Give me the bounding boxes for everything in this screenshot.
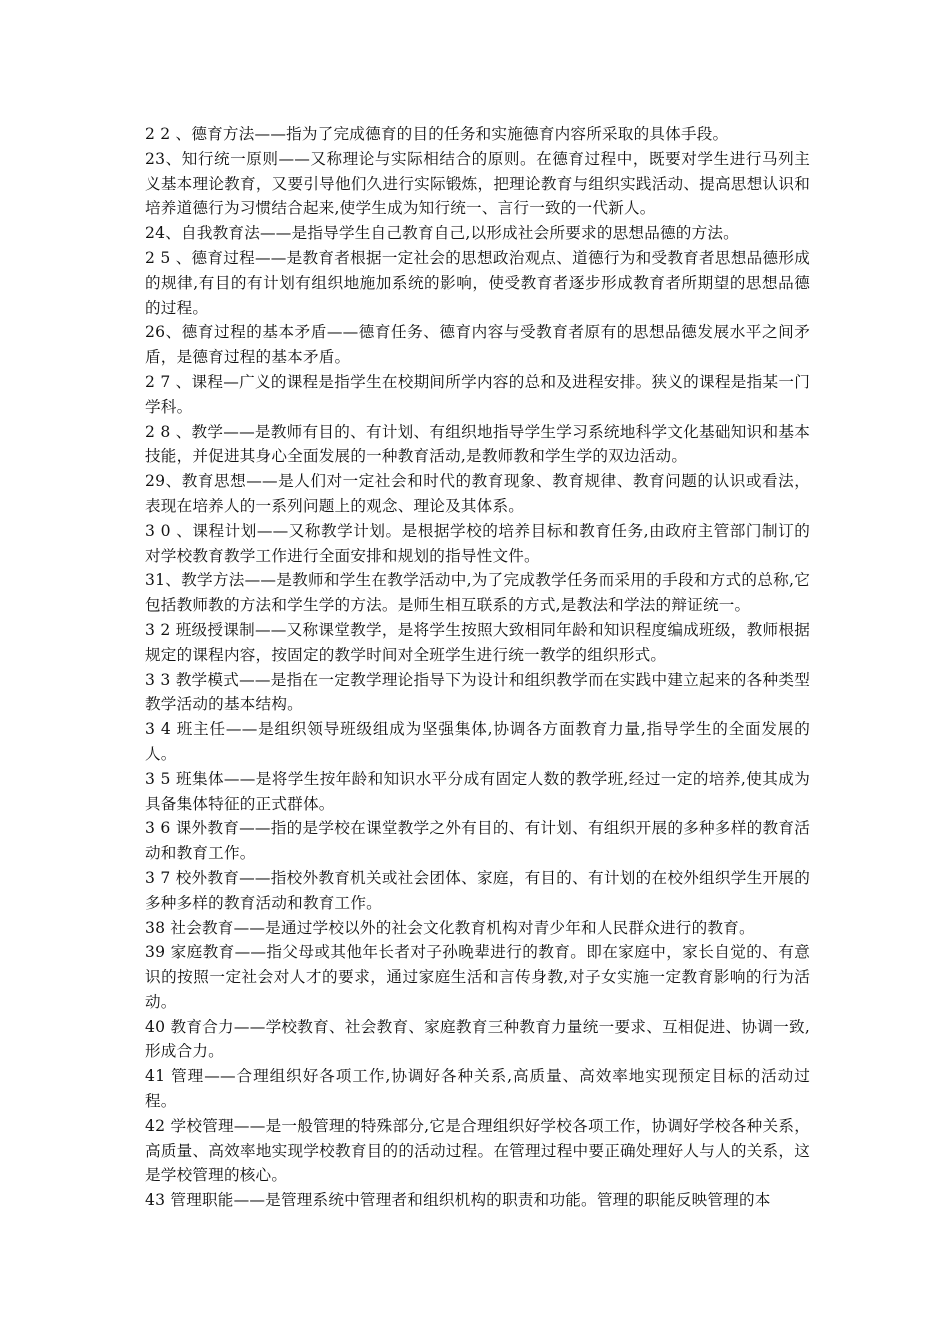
paragraph-34: 3 4 班主任——是组织领导班级组成为坚强集体,协调各方面教育力量,指导学生的全面发展的人。 (145, 720, 810, 763)
paragraph-29: 29、教育思想——是人们对一定社会和时代的教育现象、教育规律、教育问题的认识或看法，表现在培养人的一系列问题上的观念、理论及其体系。 (145, 472, 810, 515)
paragraph-28: 2 8 、教学——是教师有目的、有计划、有组织地指导学生学习系统地科学文化基础知识和基本技能，并促进其身心全面发展的一种教育活动,是教师教和学生学的双边活动。 (145, 422, 810, 466)
paragraph-23: 23、知行统一原则——又称理论与实际相结合的原则。在德育过程中，既要对学生进行马列主义基本理论教育，又要引导他们久进行实际锻炼，把理论教育与组织实践活动、提高思想认识和培养道德行为习惯结合起来,使学生成为知行统一、言行一致的一代新人。 (145, 149, 810, 218)
paragraph-41: 41 管理——合理组织好各项工作,协调好各种关系,高质量、高效率地实现预定目标的活动过程。 (145, 1067, 810, 1111)
paragraph-31: 31、教学方法——是教师和学生在教学活动中,为了完成教学任务而采用的手段和方式的总称,它包括教师教的方法和学生学的方法。是师生相互联系的方式,是教法和学法的辩证统一。 (145, 571, 810, 615)
paragraph-43: 43 管理职能——是管理系统中管理者和组织机构的职责和功能。管理的职能反映管理的本 (145, 1191, 771, 1210)
paragraph-26: 26、德育过程的基本矛盾——德育任务、德育内容与受教育者原有的思想品德发展水平之间矛盾，是德育过程的基本矛盾。 (145, 323, 810, 367)
paragraph-24: 24、自我教育法——是指导学生自己教育自己,以形成社会所要求的思想品德的方法。 (145, 224, 739, 243)
paragraph-38: 38 社会教育——是通过学校以外的社会文化教育机构对青少年和人民群众进行的教育。 (145, 918, 755, 937)
paragraph-33: 3 3 教学模式——是指在一定教学理论指导下为设计和组织教学而在实践中建立起来的各种类型教学活动的基本结构。 (145, 670, 810, 714)
paragraph-32: 3 2 班级授课制——又称课堂教学，是将学生按照大致相同年龄和知识程度编成班级，教师根据规定的课程内容，按固定的教学时间对全班学生进行统一教学的组织形式。 (145, 620, 810, 664)
paragraph-27: 2 7 、课程—广义的课程是指学生在校期间所学内容的总和及进程安排。狭义的课程是指某一门学科。 (145, 372, 810, 416)
paragraph-37: 3 7 校外教育——指校外教育机关或社会团体、家庭，有目的、有计划的在校外组织学生开展的多种多样的教育活动和教育工作。 (145, 868, 810, 912)
paragraph-42: 42 学校管理——是一般管理的特殊部分,它是合理组织好学校各项工作，协调好学校各种关系，高质量、高效率地实现学校教育目的的活动过程。在管理过程中要正确处理好人与人的关系，这是学校管理的核心。 (145, 1116, 810, 1185)
paragraph-22: 2 2 、德育方法——指为了完成德育的目的任务和实施德育内容所采取的具体手段。 (145, 125, 729, 143)
paragraph-35: 3 5 班集体——是将学生按年龄和知识水平分成有固定人数的教学班,经过一定的培养,使其成为具备集体特征的正式群体。 (145, 769, 810, 813)
paragraph-39: 39 家庭教育——指父母或其他年长者对子孙晚辈进行的教育。即在家庭中，家长自觉的、有意识的按照一定社会对人才的要求，通过家庭生活和言传身教,对子女实施一定教育影响的行为活动。 (145, 943, 810, 1011)
paragraph-36: 3 6 课外教育——指的是学校在课堂教学之外有目的、有计划、有组织开展的多种多样的教育活动和教育工作。 (145, 819, 810, 863)
paragraph-30: 3 0 、课程计划——又称教学计划。是根据学校的培养目标和教育任务,由政府主管部门制订的对学校教育教学工作进行全面安排和规划的指导性文件。 (145, 521, 810, 565)
paragraph-40: 40 教育合力——学校教育、社会教育、家庭教育三种教育力量统一要求、互相促进、协调一致,形成合力。 (145, 1017, 810, 1061)
document-page (145, 122, 810, 1213)
paragraph-25: 2 5 、德育过程——是教育者根据一定社会的思想政治观点、道德行为和受教育者思想品德形成的规律,有目的有计划有组织地施加系统的影响，使受教育者逐步形成教育者所期望的思想品德的过程。 (145, 248, 810, 317)
